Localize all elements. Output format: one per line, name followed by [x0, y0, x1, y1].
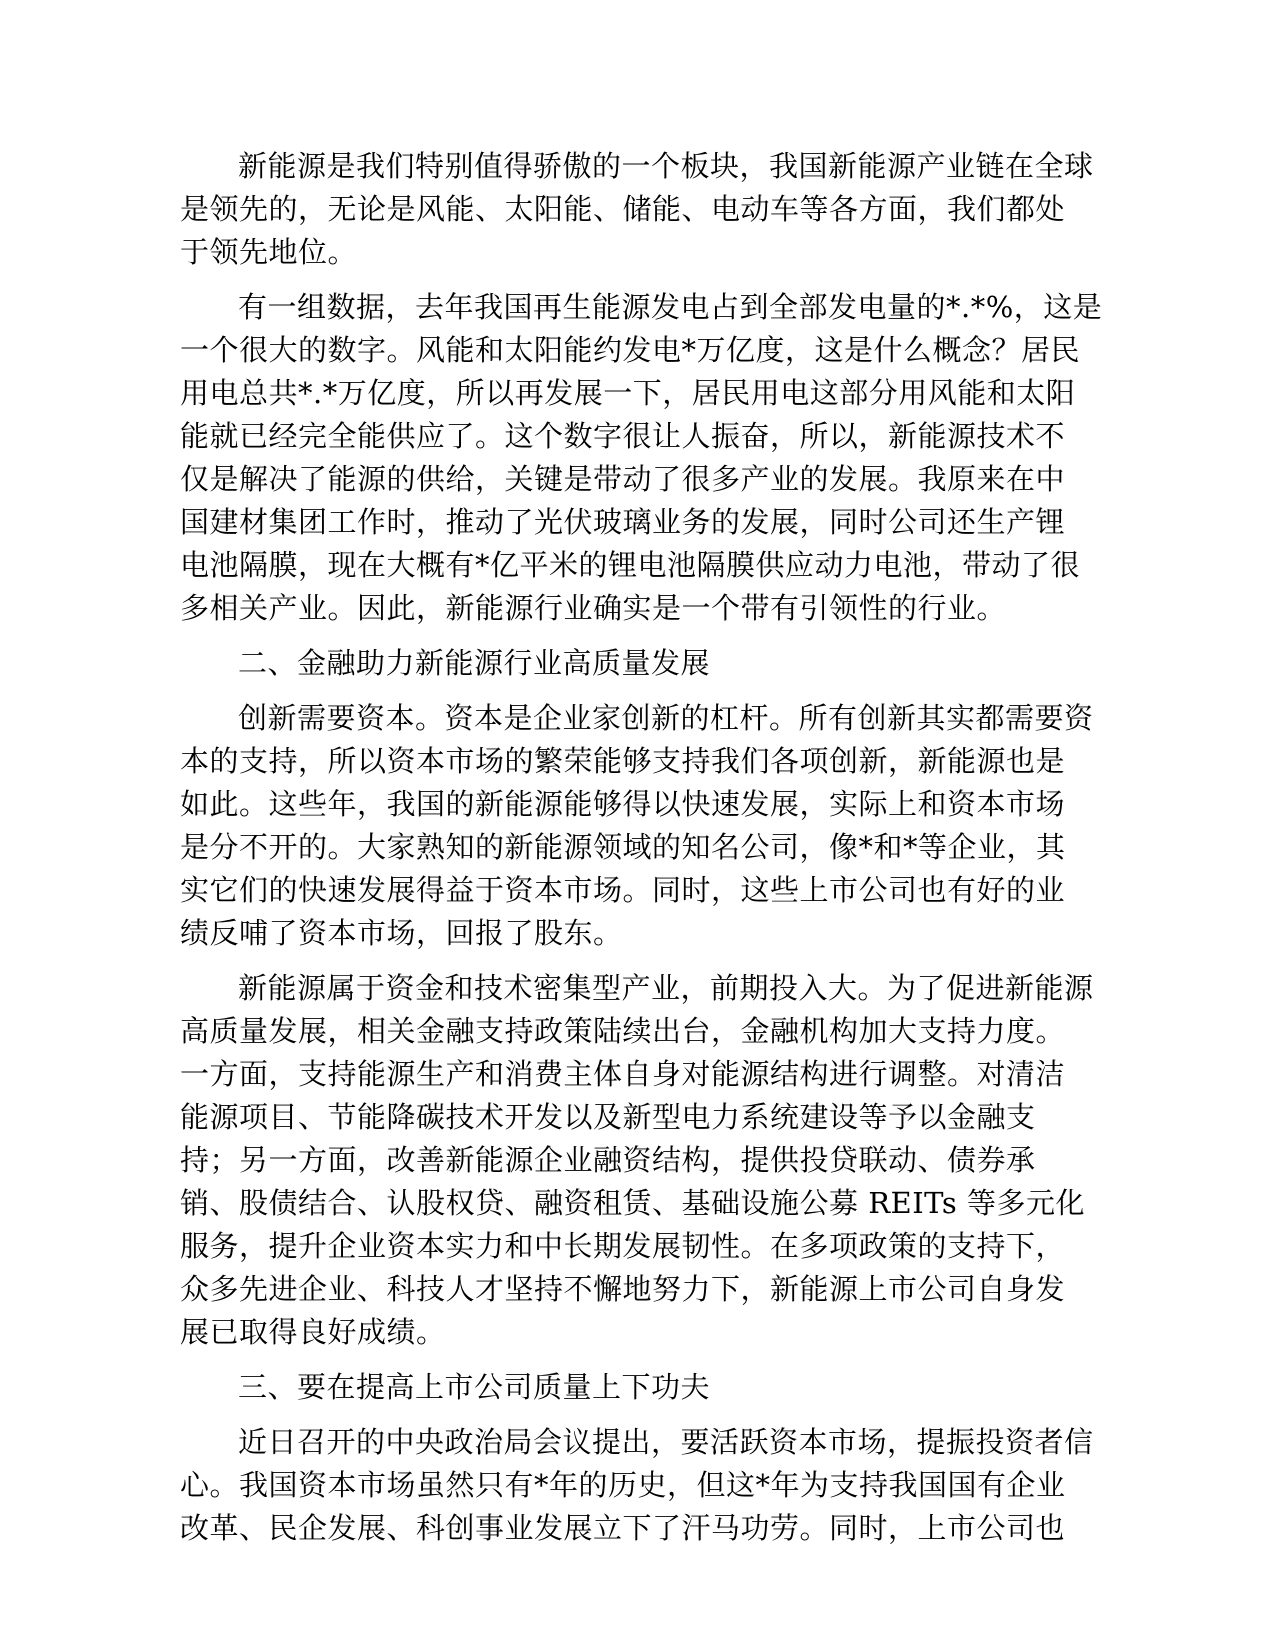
text-line: 一个很大的数字。风能和太阳能约发电*万亿度，这是什么概念？居民: [180, 333, 1081, 367]
text-line: 电池隔膜，现在大概有*亿平米的锂电池隔膜供应动力电池，带动了很: [180, 548, 1081, 582]
body-paragraph: [180, 1421, 1094, 1550]
body-paragraph: [180, 967, 1094, 1354]
text-line: 销、股债结合、认股权贷、融资租赁、基础设施公募 REITs 等多元化: [180, 1186, 1086, 1220]
document-body: [180, 145, 1103, 1562]
text-line: 高质量发展，相关金融支持政策陆续出台，金融机构加大支持力度。: [180, 1014, 1066, 1048]
text-line: 有一组数据，去年我国再生能源发电占到全部发电量的*.*%，这是: [238, 290, 1103, 324]
text-line: 本的支持，所以资本市场的繁荣能够支持我们各项创新，新能源也是: [180, 744, 1066, 778]
text-line: 是分不开的。大家熟知的新能源领域的知名公司，像*和*等企业，其: [180, 830, 1066, 864]
text-line: 二、金融助力新能源行业高质量发展: [238, 646, 711, 680]
text-line: 绩反哺了资本市场，回报了股东。: [180, 916, 623, 950]
text-line: 新能源属于资金和技术密集型产业，前期投入大。为了促进新能源: [238, 971, 1094, 1005]
text-line: 服务，提升企业资本实力和中长期发展韧性。在多项政策的支持下，: [180, 1229, 1066, 1263]
text-line: 能就已经完全能供应了。这个数字很让人振奋，所以，新能源技术不: [180, 419, 1066, 453]
section-heading: [180, 642, 1080, 685]
text-line: 国建材集团工作时，推动了光伏玻璃业务的发展，同时公司还生产锂: [180, 505, 1066, 539]
text-line: 新能源是我们特别值得骄傲的一个板块，我国新能源产业链在全球: [238, 149, 1094, 183]
text-line: 改革、民企发展、科创事业发展立下了汗马功劳。同时，上市公司也: [180, 1511, 1066, 1545]
text-line: 实它们的快速发展得益于资本市场。同时，这些上市公司也有好的业: [180, 873, 1066, 907]
text-line: 众多先进企业、科技人才坚持不懈地努力下，新能源上市公司自身发: [180, 1272, 1066, 1306]
text-line: 创新需要资本。资本是企业家创新的杠杆。所有创新其实都需要资: [238, 701, 1094, 735]
body-paragraph: [180, 145, 1094, 274]
text-line: 如此。这些年，我国的新能源能够得以快速发展，实际上和资本市场: [180, 787, 1066, 821]
body-paragraph: [180, 697, 1094, 955]
text-line: 能源项目、节能降碳技术开发以及新型电力系统建设等予以金融支: [180, 1100, 1036, 1134]
section-heading: [180, 1366, 1080, 1409]
text-line: 用电总共*.*万亿度，所以再发展一下，居民用电这部分用风能和太阳: [180, 376, 1076, 410]
text-line: 是领先的，无论是风能、太阳能、储能、电动车等各方面，我们都处: [180, 192, 1066, 226]
text-line: 展已取得良好成绩。: [180, 1315, 446, 1349]
text-line: 一方面，支持能源生产和消费主体自身对能源结构进行调整。对清洁: [180, 1057, 1066, 1091]
body-paragraph: [180, 286, 1103, 630]
text-line: 心。我国资本市场虽然只有*年的历史，但这*年为支持我国国有企业: [180, 1468, 1066, 1502]
text-line: 近日召开的中央政治局会议提出，要活跃资本市场，提振投资者信: [238, 1425, 1094, 1459]
text-line: 仅是解决了能源的供给，关键是带动了很多产业的发展。我原来在中: [180, 462, 1066, 496]
text-line: 持；另一方面，改善新能源企业融资结构，提供投贷联动、债券承: [180, 1143, 1036, 1177]
text-line: 三、要在提高上市公司质量上下功夫: [238, 1370, 711, 1404]
text-line: 多相关产业。因此，新能源行业确实是一个带有引领性的行业。: [180, 591, 1007, 625]
text-line: 于领先地位。: [180, 235, 358, 269]
